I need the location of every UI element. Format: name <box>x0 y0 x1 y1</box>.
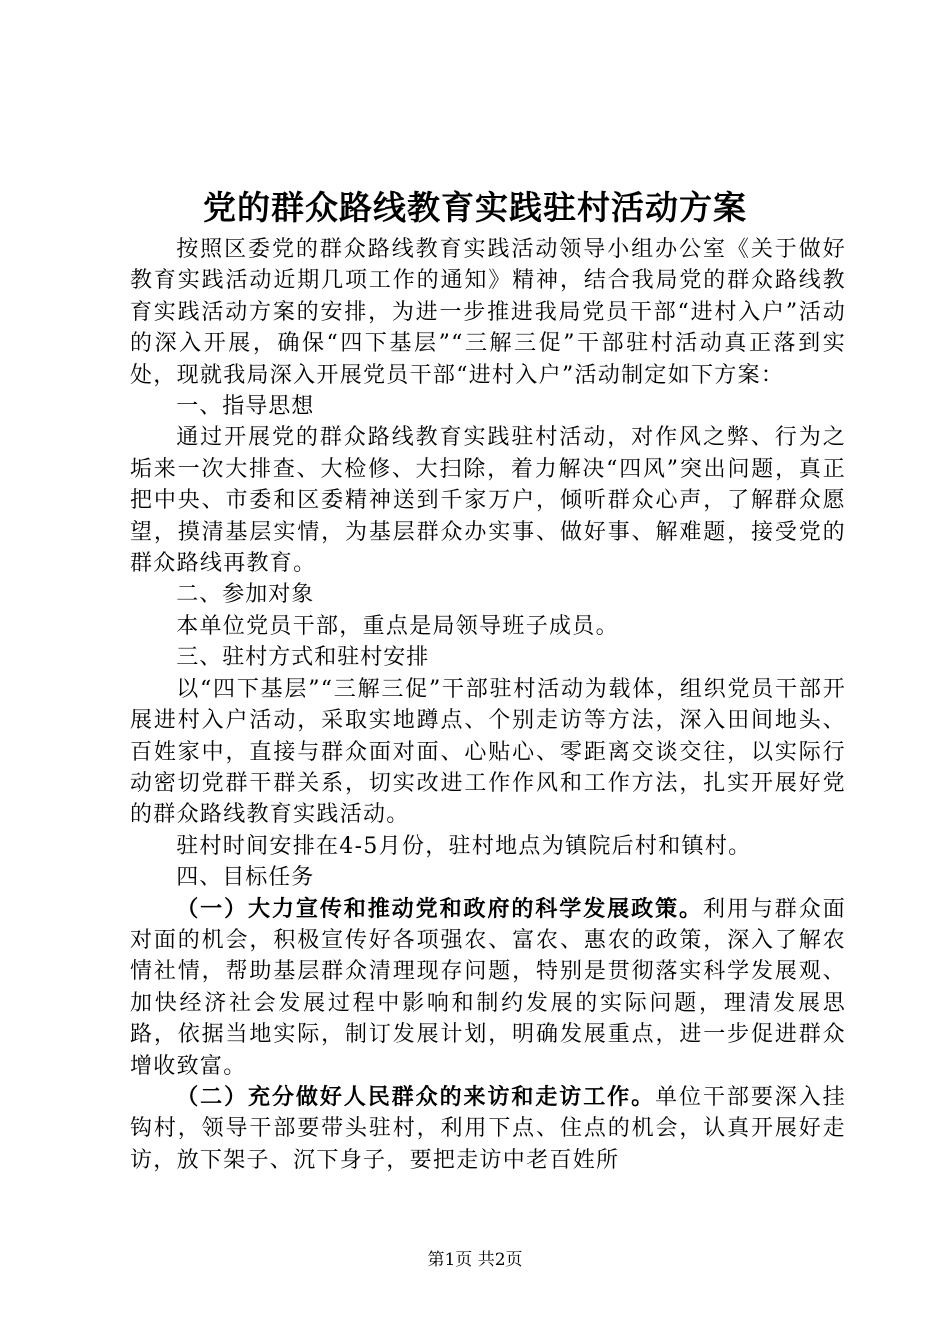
task-one-paragraph <box>130 894 846 1082</box>
page-footer: 第1页 共2页 <box>427 1250 523 1270</box>
participants-paragraph: 本单位党员干部，重点是局领导班子成员。 <box>176 613 619 639</box>
task-two-text: 单位干部要深入挂钩村，领导干部要带头驻村，利用下点、住点的机会，认真开展好走访，放下架子、沉下身子，要把走访中老百姓所 <box>130 1084 846 1173</box>
section-heading-guiding-ideology: 一、指导思想 <box>176 394 315 420</box>
task-two-lead: （二）充分做好人民群众的来访和走访工作。 <box>176 1084 656 1110</box>
arrangement-schedule-paragraph: 驻村时间安排在4-5月份，驻村地点为镇院后村和镇村。 <box>176 833 752 859</box>
task-one-lead: （一）大力宣传和推动党和政府的科学发展政策。 <box>176 896 703 922</box>
section-heading-participants: 二、参加对象 <box>176 582 315 608</box>
arrangement-paragraph: 以“四下基层”“三解三促”干部驻村活动为载体，组织党员干部开展进村入户活动，采取实地蹲点、个别走访等方法，深入田间地头、百姓家中，直接与群众面对面、心贴心、零距离交谈交往，以实际行动密切党群干群关系，切实改进工作作风和工作方法，扎实开展好党的群众路线教育实践活动。 <box>130 676 846 828</box>
section-heading-arrangement: 三、驻村方式和驻村安排 <box>176 645 430 671</box>
task-two-paragraph <box>130 1082 846 1176</box>
document-title: 党的群众路线教育实践驻村活动方案 <box>203 188 747 227</box>
task-one-text: 利用与群众面对面的机会，积极宣传好各项强农、富农、惠农的政策，深入了解农情社情，帮助基层群众清理现存问题，特别是贯彻落实科学发展观、加快经济社会发展过程中影响和制约发展的实际问题，理清发展思路，依据当地实际，制订发展计划，明确发展重点，进一步促进群众增收致富。 <box>130 896 846 1079</box>
document-body <box>130 234 846 1176</box>
intro-paragraph: 按照区委党的群众路线教育实践活动领导小组办公室《关于做好教育实践活动近期几项工作的通知》精神，结合我局党的群众路线教育实践活动方案的安排，为进一步推进我局党员干部“进村入户”活动的深入开展，确保“四下基层”“三解三促”干部驻村活动真正落到实处，现就我局深入开展党员干部“进村入户”活动制定如下方案： <box>130 237 846 388</box>
guiding-ideology-paragraph: 通过开展党的群众路线教育实践驻村活动，对作风之弊、行为之垢来一次大排查、大检修、大扫除，着力解决“四风”突出问题，真正把中央、市委和区委精神送到千家万户，倾听群众心声，了解群众愿望，摸清基层实情，为基层群众办实事、做好事、解难题，接受党的群众路线再教育。 <box>130 425 846 577</box>
section-heading-goals: 四、目标任务 <box>176 865 315 891</box>
